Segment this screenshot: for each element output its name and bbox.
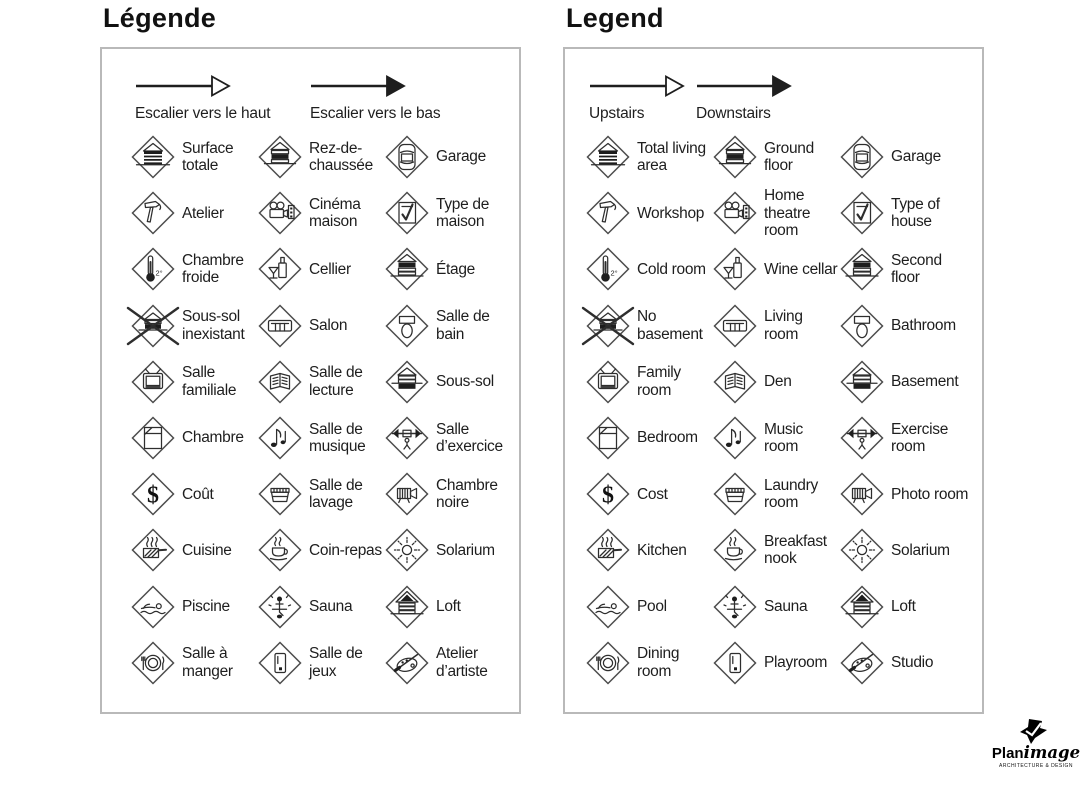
legend-item-label: Playroom [764,654,828,672]
legend-item-loft [840,579,970,635]
legend-item-label: Loft [891,597,916,615]
dining-room-icon [131,641,175,685]
legend-item-den [713,354,840,410]
legend-item-label: Atelier d’artiste [436,645,488,680]
legend-item-sauna [713,579,840,635]
ground-floor-icon [713,135,757,179]
legend-item-solarium [385,522,515,578]
legend-item-studio [840,635,970,691]
legend-item-label: Living room [764,308,803,343]
logo-brand-bold: Plan [991,745,1024,762]
legend-item-label: Cost [637,485,668,503]
legend-item-den [258,354,385,410]
svg-text:2°: 2° [610,268,618,278]
stair-arrow-label: Upstairs [589,105,645,122]
stair-arrow-label: Escalier vers le bas [310,105,441,122]
legend-item-type-of-house [840,185,970,241]
legend-item-bedroom [586,410,713,466]
workshop-icon [131,191,175,235]
stairs-down-arrow [310,73,440,123]
legend-item-ground-floor [713,129,840,185]
svg-text:2°: 2° [155,268,163,278]
legend-item-label: Salon [309,316,348,334]
arrow-outline-icon [135,73,231,99]
wine-cellar-icon [258,247,302,291]
legend-item-music-room [713,410,840,466]
legend-item-label: Sous-sol [436,373,494,391]
legend-item-music-room [258,410,385,466]
loft-icon [385,585,429,629]
legend-item-label: Kitchen [637,541,687,559]
legend-item-laundry-room [258,466,385,522]
stairs-up-arrow [135,73,270,123]
family-room-icon [586,360,630,404]
second-floor-icon [385,247,429,291]
legend-item-second-floor [385,241,515,297]
legend-item-garage [385,129,515,185]
legend-item-label: No basement [637,308,703,343]
legend-item-pool [586,579,713,635]
basement-icon [840,360,884,404]
legend-item-cost [131,466,258,522]
legend-item-label: Sous-sol inexistant [182,308,245,343]
legend-item-label: Studio [891,654,934,672]
legend-item-label: Sauna [309,597,353,615]
legend-item-label: Chambre noire [436,476,498,512]
legend-item-wine-cellar [258,241,385,297]
legend-item-label: Type de maison [436,195,490,231]
studio-icon [840,641,884,685]
legend-item-exercise-room [840,410,970,466]
playroom-icon [258,641,302,685]
basement-icon [385,360,429,404]
legend-item-label: Type of house [891,195,940,231]
legend-item-laundry-room [713,466,840,522]
legend-item-label: Loft [436,597,461,615]
type-of-house-icon [840,191,884,235]
legend-item-label: Workshop [637,204,705,222]
home-theatre-icon [713,191,757,235]
garage-icon [840,135,884,179]
total-area-icon [131,135,175,179]
legend-item-no-basement [131,298,258,354]
legend-item-label: Salle de lavage [309,476,363,512]
page-title-french: Légende [103,3,217,33]
legend-item-label: Photo room [891,485,969,503]
legend-panel-french [100,47,521,714]
legend-grid-french [131,129,515,691]
legend-item-label: Salle à manger [182,645,233,680]
legend-item-label: Sauna [764,597,808,615]
svg-text:$: $ [147,482,159,509]
legend-item-cost [586,466,713,522]
legend-item-label: Piscine [182,597,230,615]
planimage-logo [991,718,1080,769]
legend-item-cold-room [131,241,258,297]
legend-item-family-room [586,354,713,410]
legend-item-label: Wine cellar [764,260,838,278]
planimage-logo-icon [1017,718,1051,745]
legend-item-label: Home theatre room [764,187,811,239]
playroom-icon [713,641,757,685]
exercise-room-icon [385,416,429,460]
legend-item-photo-room [840,466,970,522]
no-basement-icon [586,304,630,348]
legend-item-label: Second floor [891,252,942,287]
cold-room-icon [586,247,630,291]
solarium-icon [840,528,884,572]
legend-item-ground-floor [258,129,385,185]
kitchen-icon [586,528,630,572]
family-room-icon [131,360,175,404]
legend-item-bathroom [840,298,970,354]
sauna-icon [258,585,302,629]
legend-panel-english [563,47,984,714]
legend-item-label: Cold room [637,260,706,278]
legend-item-label: Cinéma maison [309,195,361,231]
no-basement-icon [131,304,175,348]
legend-item-total-area [131,129,258,185]
logo-brand-italic: image [1023,743,1080,762]
legend-item-label: Ground floor [764,139,814,175]
garage-icon [385,135,429,179]
second-floor-icon [840,247,884,291]
legend-item-living-room [258,298,385,354]
legend-item-label: Music room [764,420,803,456]
legend-item-bathroom [385,298,515,354]
loft-icon [840,585,884,629]
svg-text:$: $ [602,482,614,509]
legend-item-label: Exercise room [891,420,949,456]
legend-item-label: Salle de jeux [309,645,363,680]
legend-item-label: Salle de bain [436,308,490,343]
legend-item-label: Total living area [637,139,706,175]
legend-item-dining-room [586,635,713,691]
legend-item-label: Salle familiale [182,364,237,399]
cold-room-icon [131,247,175,291]
bathroom-icon [385,304,429,348]
legend-item-solarium [840,522,970,578]
legend-item-total-area [586,129,713,185]
legend-item-cold-room [586,241,713,297]
legend-item-label: Atelier [182,204,224,222]
cost-icon [586,472,630,516]
legend-item-dining-room [131,635,258,691]
den-icon [258,360,302,404]
music-room-icon [258,416,302,460]
pool-icon [586,585,630,629]
ground-floor-icon [258,135,302,179]
wine-cellar-icon [713,247,757,291]
legend-item-label: Rez-de-chaussée [309,139,373,175]
legend-item-label: Salle de musique [309,420,366,456]
legend-item-label: Solarium [891,541,950,559]
legend-item-loft [385,579,515,635]
stairs-down-arrow [696,73,792,123]
legend-item-label: Coin-repas [309,541,382,559]
legend-item-garage [840,129,970,185]
exercise-room-icon [840,416,884,460]
stairs-up-arrow [589,73,685,123]
stair-arrow-label: Escalier vers le haut [135,105,271,122]
music-room-icon [713,416,757,460]
page-title-english: Legend [566,3,664,33]
photo-room-icon [840,472,884,516]
legend-item-label: Laundry room [764,476,818,512]
breakfast-nook-icon [258,528,302,572]
photo-room-icon [385,472,429,516]
legend-item-basement [840,354,970,410]
legend-item-wine-cellar [713,241,840,297]
legend-item-label: Bedroom [637,429,698,447]
legend-item-no-basement [586,298,713,354]
legend-item-home-theatre [258,185,385,241]
legend-item-playroom [258,635,385,691]
legend-grid-english [586,129,970,691]
arrow-outline-icon [589,73,685,99]
living-room-icon [258,304,302,348]
breakfast-nook-icon [713,528,757,572]
legend-item-label: Family room [637,364,681,399]
legend-item-label: Étage [436,260,476,278]
legend-item-playroom [713,635,840,691]
legend-item-kitchen [586,522,713,578]
legend-item-label: Pool [637,597,667,615]
legend-item-label: Salle de lecture [309,364,363,399]
bedroom-icon [131,416,175,460]
legend-item-label: Breakfast nook [764,533,827,568]
legend-item-label: Basement [891,373,959,391]
legend-item-label: Cellier [309,260,351,278]
dining-room-icon [586,641,630,685]
kitchen-icon [131,528,175,572]
den-icon [713,360,757,404]
legend-item-second-floor [840,241,970,297]
home-theatre-icon [258,191,302,235]
workshop-icon [586,191,630,235]
legend-item-exercise-room [385,410,515,466]
arrow-solid-icon [696,73,792,99]
legend-item-breakfast-nook [713,522,840,578]
legend-item-basement [385,354,515,410]
cost-icon [131,472,175,516]
legend-item-type-of-house [385,185,515,241]
legend-item-workshop [586,185,713,241]
type-of-house-icon [385,191,429,235]
laundry-room-icon [258,472,302,516]
legend-item-breakfast-nook [258,522,385,578]
legend-item-label: Surface totale [182,139,234,175]
legend-item-studio [385,635,515,691]
legend-item-photo-room [385,466,515,522]
legend-item-label: Chambre [182,429,244,447]
legend-item-home-theatre [713,185,840,241]
pool-icon [131,585,175,629]
legend-item-label: Garage [436,148,486,166]
legend-item-living-room [713,298,840,354]
legend-item-label: Chambre froide [182,252,244,287]
solarium-icon [385,528,429,572]
laundry-room-icon [713,472,757,516]
legend-item-pool [131,579,258,635]
bathroom-icon [840,304,884,348]
stair-arrow-label: Downstairs [696,105,771,122]
logo-wordmark [991,745,1080,762]
legend-item-label: Den [764,373,792,391]
legend-item-label: Salle d’exercice [436,420,503,456]
legend-item-bedroom [131,410,258,466]
legend-item-label: Dining room [637,645,680,680]
legend-item-workshop [131,185,258,241]
legend-item-kitchen [131,522,258,578]
legend-item-label: Cuisine [182,541,232,559]
legend-item-label: Solarium [436,541,495,559]
logo-tagline: ARCHITECTURE & DESIGN [999,763,1073,769]
bedroom-icon [586,416,630,460]
legend-item-label: Garage [891,148,941,166]
arrow-solid-icon [310,73,406,99]
legend-item-label: Coût [182,485,214,503]
legend-item-sauna [258,579,385,635]
living-room-icon [713,304,757,348]
legend-item-label: Bathroom [891,316,956,334]
studio-icon [385,641,429,685]
total-area-icon [586,135,630,179]
legend-item-family-room [131,354,258,410]
sauna-icon [713,585,757,629]
